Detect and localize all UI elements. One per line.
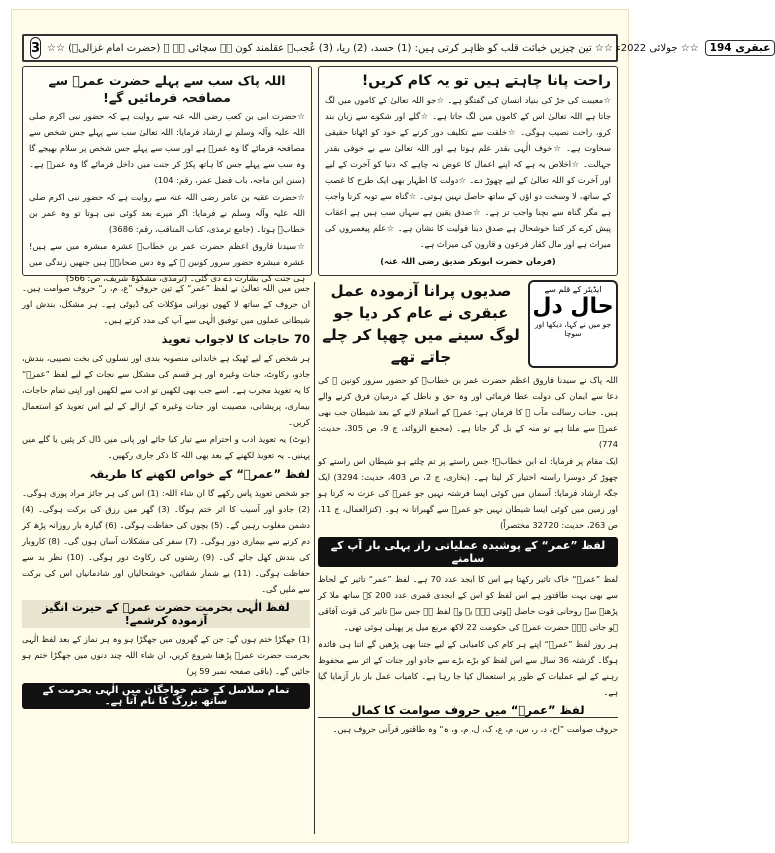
editor-title: صدیوں پرانا آزمودہ عمل عبقری نے عام کر دیا جو لوگ سینے میں چھپا کر چلے جاتے تھے	[322, 282, 520, 366]
editor-logo-title: حال دل	[532, 294, 614, 319]
top-right-article	[318, 66, 618, 276]
editor-paragraph: اللہ پاک نے سیدنا فاروق اعظم حضرت عمر بن خطابؓ کو حضور سرور کونین ﷺ کی دعا سے ایمان کی دولت عطا فرمائی اور وہ حق و باطل کے درمیان فرق کرنے والے ہیں۔ جناب رسالت مآب ﷺ کا فرمان ہے: عمرؓ کے اسلام لانے کے بعد شیطان جب بھی عمرؓ سے ملتا ہے تو منہ کے بل گر جاتا ہے۔ (مجمع الزوائد، ج 9، ص 305، حدیث: 774)	[318, 375, 618, 449]
editor-paragraph: ہر روز لفظ ”عمرؓ“ اپنے ہر کام کی کامیابی کے لیے جتنا بھی پڑھیں گے اتنا ہی فائدہ ہوگا۔ گزشتہ 36 سال سے اس لفظ کو بڑے بڑے سے جادو اور جنات کے اثر سے محفوظ رہنے کے لیے عملیات کے طور پر استعمال کیا جا رہا ہے۔ کامیاب عمل بار بار آزمایا گیا ہے۔	[318, 639, 618, 697]
top-left-heading: اللہ پاک سب سے پہلے حضرت عمرؓ سے مصافحہ فرمائیں گے!	[48, 73, 286, 105]
top-right-attribution: (فرمان حضرت ابوبکر صدیق رضی اللہ عنہ)	[380, 256, 556, 266]
top-left-paragraph: ☆حضرت ابی بن کعب رضی اللہ عنہ سے روایت ہے کہ حضور نبی اکرم صلی اللہ علیہ وآلہ وسلم نے ارشاد فرمایا: اللہ تعالیٰ سب سے پہلے جس شخص سے مصافحہ فرمائے گا وہ عمرؓ ہے اور سب سے پہلے جس شخص پر سلام بھیجے گا وہ سب سے پہلے جس کا ہاتھ پکڑ کر جنت میں داخل فرمائے گا وہ عمرؓ ہے۔ (سنن ابن ماجہ، باب فضل عمر، رقم: 104)	[29, 111, 305, 185]
letters-subheading: لفظ ”عمرؓ“ میں حروف صوامت کا کمال	[318, 703, 618, 718]
page-header	[22, 34, 771, 62]
editor-paragraph: لفظ ”عمرؓ“ خاک تاثیر رکھتا ہے اس کا ابجد عدد 70 ہے۔ لفظ ”عمر“ تاثیر کے لحاظ سے بھی بہت طاقتور ہے اس لفظ کو اس کے ابجدی قمری عدد 200 کے ساتھ ملا کر پڑھنے سے روحانی قوت حاصل ہوتی ہے۔ یہ وہ لفظ ہے جس سے تاثیر کی قوت آفاقی ہو جاتی ہے۔ حضرت عمرؓ کی حکومت 22 لاکھ مربع میل پر پھیلی ہوئی تھی۔	[318, 574, 618, 632]
magazine-page	[12, 10, 771, 842]
top-left-paragraph: ☆سیدنا فاروق اعظم حضرت عمر بن خطابؓ عشرہ مبشرہ میں سے ہیں! عشرہ مبشرہ حضور سرور کونین ﷺ کے وہ دس صحابہؓ ہیں جنھیں زندگی میں ہی جنت کی بشارت دے دی گئی۔ (ترمذی، مشکوٰۃ شریف، ص: 566)	[29, 241, 305, 283]
editor-logo	[528, 280, 618, 368]
miracles-heading: لفظ الٰہی بحرمت حضرت عمرؓ کے حیرت انگیز آزمودہ کرشمے!	[22, 600, 310, 628]
amulet-paragraph: (نوٹ) یہ تعویذ ادب و احترام سے تیار کیا جائے اور پانی میں ڈال کر پئیں یا گلے میں پہنیں۔ یہ تعویذ لکھنے کے بعد بھی اللہ کا ذکر جاری رکھیں۔	[22, 434, 310, 460]
top-left-paragraph: ☆حضرت عقبہ بن عامر رضی اللہ عنہ سے روایت ہے کہ حضور نبی اکرم صلی اللہ علیہ وآلہ وسلم نے فرمایا: اگر میرے بعد کوئی نبی ہوتا تو وہ عمر بن خطابؓ ہوتا۔ (جامع ترمذی، کتاب المناقب، رقم: 3686)	[29, 192, 305, 234]
editor-logo-sub: جو میں نے کہا، دیکھا اور سوچا	[534, 320, 612, 338]
page-number: 3	[30, 37, 41, 59]
miracles-paragraph: (1) جھگڑا ختم ہوں گے: جن کے گھروں میں جھگڑا ہو وہ ہر نماز کے بعد لفظ الٰہی بحرمت حضرت عمرؓ پڑھنا شروع کریں، ان شاء اللہ چند دنوں میں جھگڑا ختم ہو جائیں گے۔ (باقی صفحہ نمبر 59 پر)	[22, 634, 310, 676]
top-left-article	[22, 66, 312, 283]
editor-column	[318, 280, 618, 835]
benefits-heading: لفظ ”عمرؓ“ کے خواص لکھنے کا طریقہ	[89, 467, 310, 481]
header-quote: ☆☆ جولائی 2022ء ☆☆ تین چیزیں خباثت قلب کو ظاہر کرتی ہیں: (1) حسد، (2) ریا، (3) عُجب۔ عقلمند کون ہے سچائی ہے ۔ (حضرت امام غزالیؒ) ☆☆	[47, 42, 699, 54]
amulet-column	[22, 280, 310, 835]
amulet-heading: 70 حاجات کا لاجواب تعویذ	[161, 332, 310, 346]
amulet-intro: جس میں اللہ تعالیٰ نے لفظ ”عمر“ کے تین حروف ”ع، م، ر“ حروف صوامت ہیں۔ ان حروف کے ساتھ لا کھوں نورانی مؤکلات کی ڈیوٹی ہے۔ ہر مشکل، بندش اور شیطانی عملوں میں توفیق الٰہی سے آپ کی مدد کرتے ہیں۔	[22, 283, 310, 325]
bottom-banner: تمام سلاسل کے ختم خواجگان میں الٰہی بحرمت کے ساتھ بزرگ کا نام آتا ہے۔	[22, 683, 310, 709]
editor-paragraph: ایک مقام پر فرمایا: اے ابن خطابؓ! جس راستے پر تم چلتے ہو شیطان اس راستے کو چھوڑ کر دوسرا راستہ اختیار کر لیتا ہے۔ (بخاری، ج 2، ص 403، حدیث: 3294) ایک جگہ ارشاد فرمایا: آسمان میں کوئی ایسا فرشتہ نہیں جو عمرؓ کی عزت نہ کرتا ہو اور زمین میں کوئی ایسا شیطان نہیں جو عمرؓ سے گھبراتا نہ ہو۔ (کنزالعمال، ج 11، ص 263، حدیث: 32720 مختصراً)	[318, 456, 618, 530]
benefits-paragraph: جو شخص تعویذ پاس رکھے گا ان شاء اللہ: (1) اس کی ہر جائز مراد پوری ہوگی۔ (2) جادو اور آسیب کا اثر ختم ہوگا۔ (3) گھر میں رزق کی برکت ہوگی۔ (4) دشمن مغلوب رہیں گے۔ (5) بچوں کی حفاظت ہوگی۔ (6) گیارہ بار روزانہ پڑھ کر دم کرنے سے بیماری دور ہوگی۔ (7) سفر کی مشکلات آسان ہوں گی۔ (8) کاروبار کی بندش کھل جائے گی۔ (9) رشتوں کی رکاوٹ دور ہوگی۔ (10) نظر بد سے حفاظت ہوگی۔ (11) بے شمار شفائیں، خوشحالیاں اور شادمانیاں اس کی برکت سے ملیں گی۔	[22, 488, 311, 594]
column-divider	[314, 282, 315, 834]
amulet-paragraph: ہر شخص کے لیے ٹھیک ہے خاندانی منصوبہ بندی اور نسلوں کی بخت نصیبی، بندش، جادو، رکاوٹ، جنات وغیرہ اور ہر قسم کی مشکل سے نجات کے لیے لفظ ”عمرؓ“ کا یہ تعویذ مجرب ہے۔ اسے جب بھی لکھیں تو ادب سے لکھیں اور اپنی تمام حاجات، بیماری، پریشانی، مصیبت اور جنات وغیرہ کے ازالے کے لیے اس تعویذ کو استعمال کریں۔	[22, 353, 310, 427]
editor-logo-small: ایڈیٹر کے قلم سے	[544, 285, 602, 294]
editor-paragraph: حروف صوامت ”اح، د، ر، س، م، ع، ک، ل، م، و، ہ“ وہ طاقتور قرآنی حروف ہیں۔	[332, 724, 618, 734]
top-right-paragraph: ☆معیبت کی جڑ کی بنیاد انسان کی گفتگو ہے۔ ☆جو اللہ تعالیٰ کے کاموں میں لگ جاتا ہے اللہ تعالیٰ اس کے کاموں میں لگ جاتا ہے۔ ☆گلے اور شکوے سے زبان بند کرو، راحت نصیب ہوگی۔ ☆خلقت سے تکلیف دور کرنے کے خود کو اٹھانا حقیقی سخاوت ہے۔ ☆خوف الٰہی بقدر علم ہوتا ہے اور اللہ تعالیٰ سے بے خوفی بقدر جہالت۔ ☆اخلاص یہ ہے کہ اپنے اعمال کا عوض نہ چاہے کہ دنیا کو آخرت کے لیے اور آخرت کو اللہ تعالیٰ کے لیے چھوڑ دے۔ ☆دولت کا اظہار بھی ایک طرح کا غصب کے ساتھ، لا وسخت دو اؤں کے ساتھ حاصل نہیں ہوتی۔ ☆گناہ سے توبہ کرنا واجب ہے مگر گناہ سے بچنا واجب تر ہے۔ ☆صدق یقین ہے سہاں سب ہیں ہے اعقاب پیش کرے کر کتنا خوشحال ہے صدق دینا قولیت کا نشان ہے۔ ☆علم پیغمبروں کی میراث ہے اور مال کفار فرعون و قارون کی میراث ہے۔	[325, 95, 611, 249]
issue-label: عبقری 194	[705, 40, 775, 56]
secret-banner: لفظ ”عمر“ کے پوشیدہ عملیاتی راز پہلی بار آپ کے سامنے	[318, 537, 618, 567]
top-right-heading: راحت پانا چاہتے ہیں تو یہ کام کریں!	[361, 73, 611, 89]
